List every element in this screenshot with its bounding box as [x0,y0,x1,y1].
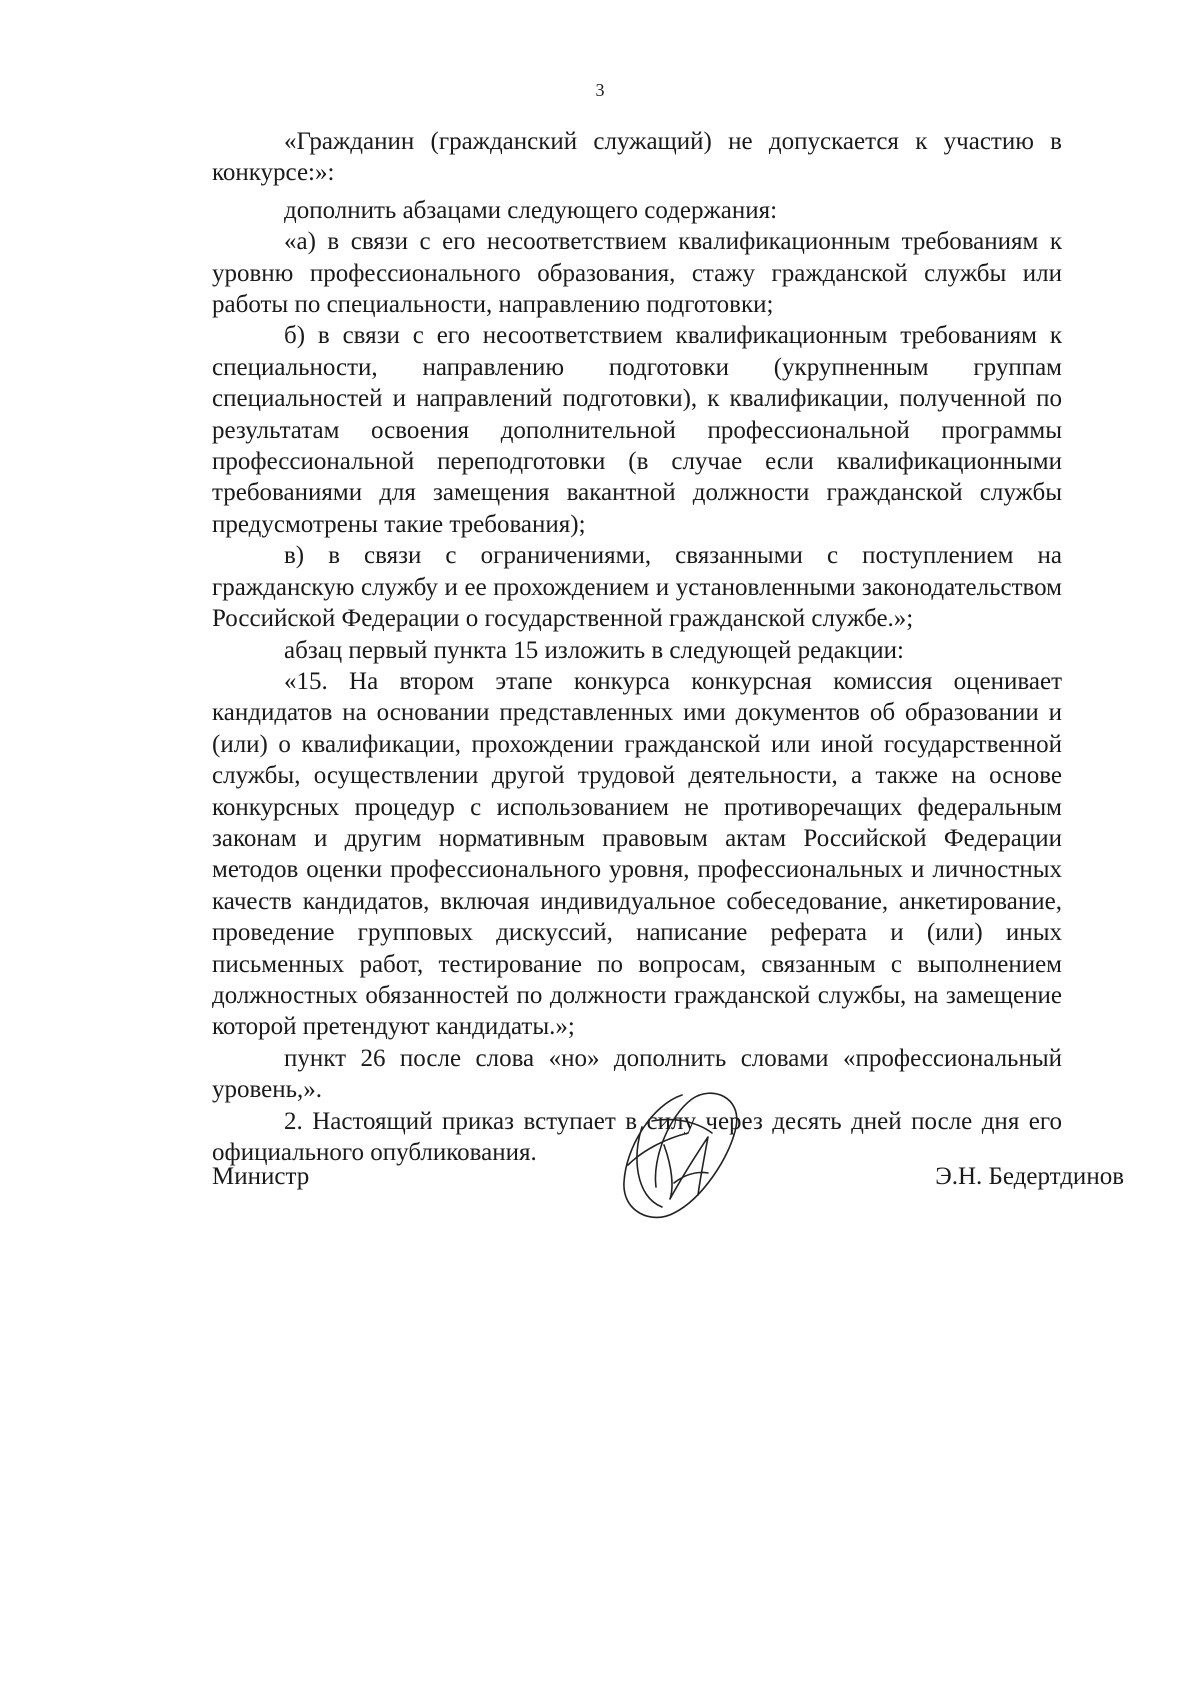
paragraph-clause-26: пункт 26 после слова «но» дополнить словами «профессиональный уровень,». [212,1044,1062,1104]
signatory-name: Э.Н. Бедертдинов [935,1163,1124,1190]
paragraph-item-v: в) в связи с ограничениями, связанными с поступлением на гражданскую службу и ее прохождением и установленными законодательством Российской Федерации о государственной гражданской службе.»; [212,542,1062,633]
handwritten-signature [612,1087,752,1227]
page-number: 3 [595,80,605,100]
paragraph-effective-date: 2. Настоящий приказ вступает в силу через десять дней после дня его официального опубликования. [212,1107,1062,1166]
signatory-title: Министр [212,1163,310,1190]
document-body [212,126,1062,1168]
paragraph-clause-15-instruction: абзац первый пункта 15 изложить в следующей редакции: [284,636,904,664]
paragraph-quote-intro: «Гражданин (гражданский служащий) не допускается к участию в конкурсе:»: [212,128,1062,187]
paragraph-item-b: б) в связи с его несоответствием квалификационным требованиям к специальности, направлению подготовки (укрупненным группам специальностей и направлений подготовки), к квалификации, полученной по результатам освоения дополнительной профессиональной программы профессиональной переподготовки (в случае если квалификационными требованиями для замещения вакантной должности гражданской службы предусмотрены такие требования); [212,322,1062,538]
paragraph-item-a: «а) в связи с его несоответствием квалификационным требованиям к уровню профессионального образования, стажу гражданской службы или работы по специальности, направлению подготовки; [212,228,1062,319]
paragraph-amend-instruction: дополнить абзацами следующего содержания: [284,196,778,224]
signature-block [212,1155,1124,1285]
paragraph-clause-15-text: «15. На втором этапе конкурса конкурсная комиссия оценивает кандидатов на основании представленных ими документов об образовании и (или) о квалификации, прохождении гражданской или иной государственной службы, осуществлении другой трудовой деятельности, а также на основе конкурсных процедур с использованием не противоречащих федеральным законам и другим нормативным правовым актам Российской Федерации методов оценки профессионального уровня, профессиональных и личностных качеств кандидатов, включая индивидуальное собеседование, анкетирование, проведение групповых дискуссий, написание реферата и (или) иных письменных работ, тестирование по вопросам, связанным с выполнением должностных обязанностей по должности гражданской службы, на замещение которой претендуют кандидаты.»; [212,667,1062,1041]
